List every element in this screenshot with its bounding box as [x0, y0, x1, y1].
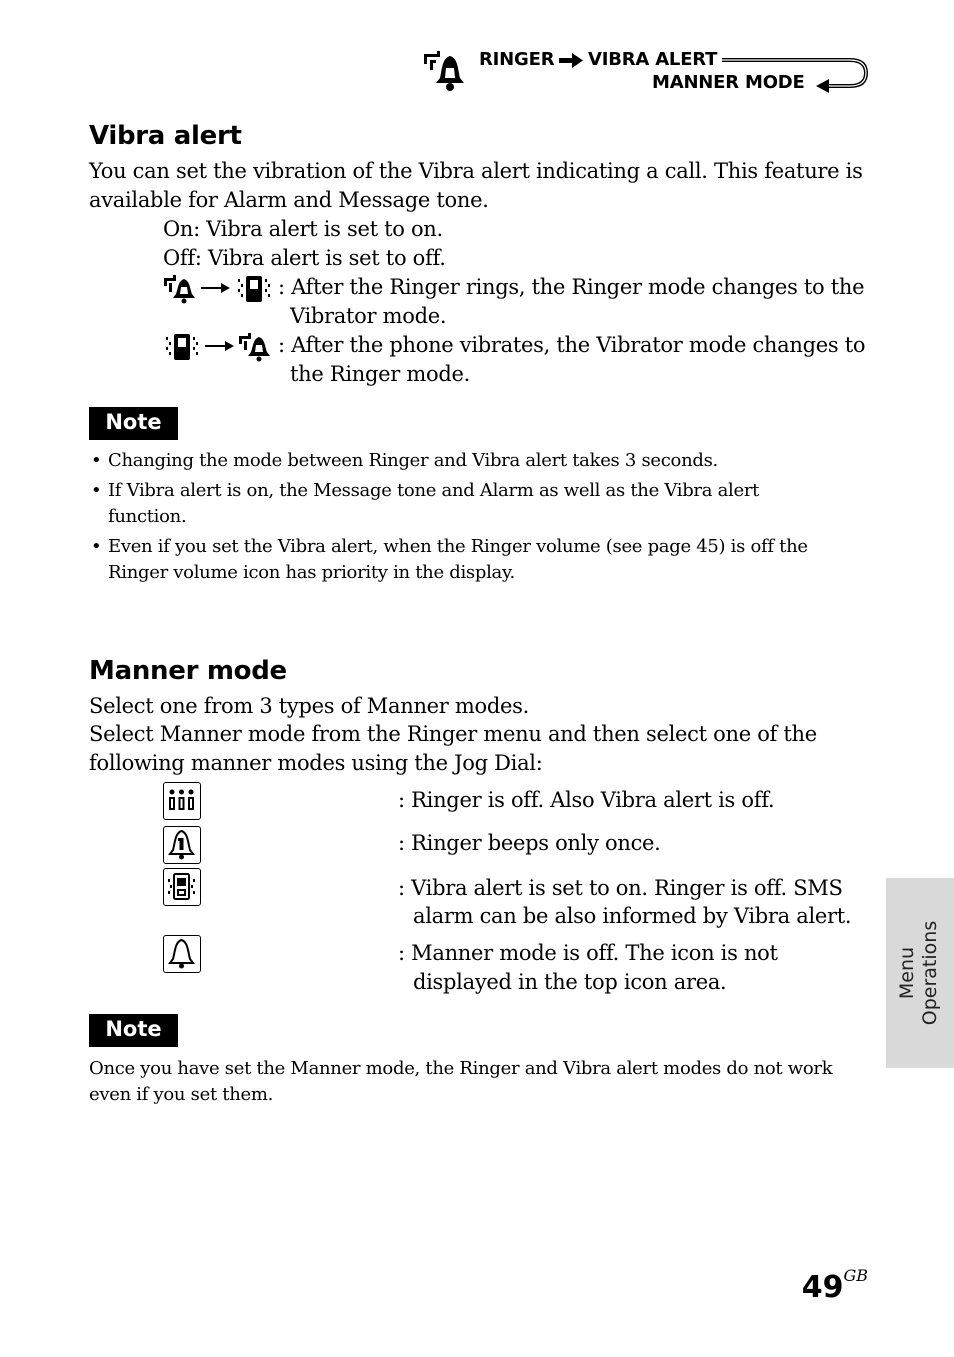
arrow-right-icon: [201, 281, 231, 300]
note-badge: Note: [89, 407, 178, 440]
vibra-alert-on: On: Vibra alert is set to on.: [163, 217, 443, 241]
page-number-suffix: GB: [843, 1266, 868, 1285]
section-side-tab: [886, 878, 954, 1068]
note-bullet: •: [91, 450, 102, 471]
manner-mode-desc: : Ringer beeps only once.: [398, 831, 661, 855]
note-item: If Vibra alert is on, the Message tone and Alarm as well as the Vibra alert: [108, 480, 760, 501]
ring-to-vib-text-2: Vibrator mode.: [290, 304, 447, 328]
note-badge: Note: [89, 1014, 178, 1047]
header-step-ringer: RINGER: [479, 49, 555, 70]
note-item: Even if you set the Vibra alert, when the Ringer volume (see page 45) is off the: [108, 536, 808, 557]
side-tab-line-2: Operations: [919, 920, 941, 1026]
vibra-alert-heading: Vibra alert: [89, 121, 242, 151]
header-step-manner-mode: MANNER MODE: [652, 72, 805, 93]
vibrator-mode-icon: [163, 332, 201, 367]
vib-to-ring-text-1: : After the phone vibrates, the Vibrator mode changes to: [278, 333, 866, 357]
note-item-cont: function.: [108, 506, 187, 527]
note-bullet: •: [91, 480, 102, 501]
ringer-off-icon: [163, 782, 201, 820]
beep-once-icon: [163, 826, 201, 864]
manner-mode-desc: : Vibra alert is set to on. Ringer is off. SMS: [398, 876, 843, 900]
side-tab-line-1: Menu: [896, 946, 918, 1000]
ring-to-vib-text-1: : After the Ringer rings, the Ringer mode changes to the: [278, 275, 865, 299]
note-item-cont: Ringer volume icon has priority in the display.: [108, 562, 515, 583]
page-number: [801, 1266, 868, 1305]
manner-mode-text-3: following manner modes using the Jog Dial:: [89, 751, 543, 775]
return-arrow-icon: [716, 52, 872, 99]
note-bullet: •: [91, 536, 102, 557]
page-number-value: 49: [801, 1270, 844, 1305]
header-step-vibra-alert: VIBRA ALERT: [588, 49, 718, 70]
manner-mode-text-2: Select Manner mode from the Ringer menu and then select one of the: [89, 722, 817, 746]
manner-mode-desc-cont: alarm can be also informed by Vibra alert.: [413, 904, 852, 928]
manner-mode-desc: : Manner mode is off. The icon is not: [398, 941, 778, 965]
vibra-alert-intro-2: available for Alarm and Message tone.: [89, 188, 489, 212]
vibra-alert-intro-1: You can set the vibration of the Vibra alert indicating a call. This feature is: [89, 159, 863, 183]
note-item: Changing the mode between Ringer and Vibra alert takes 3 seconds.: [108, 450, 718, 471]
ringer-mode-icon: [163, 274, 197, 309]
manner-mode-desc-cont: displayed in the top icon area.: [413, 970, 727, 994]
ringer-mode-icon: [238, 332, 272, 367]
arrow-right-icon: [205, 339, 235, 358]
manner-note-text-2: even if you set them.: [89, 1084, 274, 1105]
manner-note-text-1: Once you have set the Manner mode, the Ringer and Vibra alert modes do not work: [89, 1058, 833, 1079]
ringer-bell-icon: [422, 48, 468, 94]
vib-to-ring-text-2: the Ringer mode.: [290, 362, 471, 386]
manner-mode-desc: : Ringer is off. Also Vibra alert is off.: [398, 788, 775, 812]
manner-mode-heading: Manner mode: [89, 656, 287, 686]
arrow-right-icon: [559, 52, 585, 75]
manner-mode-text-1: Select one from 3 types of Manner modes.: [89, 694, 529, 718]
vibrate-icon: [163, 868, 201, 906]
vibra-alert-off: Off: Vibra alert is set to off.: [163, 246, 446, 270]
vibrator-mode-icon: [235, 274, 273, 309]
bell-icon: [163, 935, 201, 973]
